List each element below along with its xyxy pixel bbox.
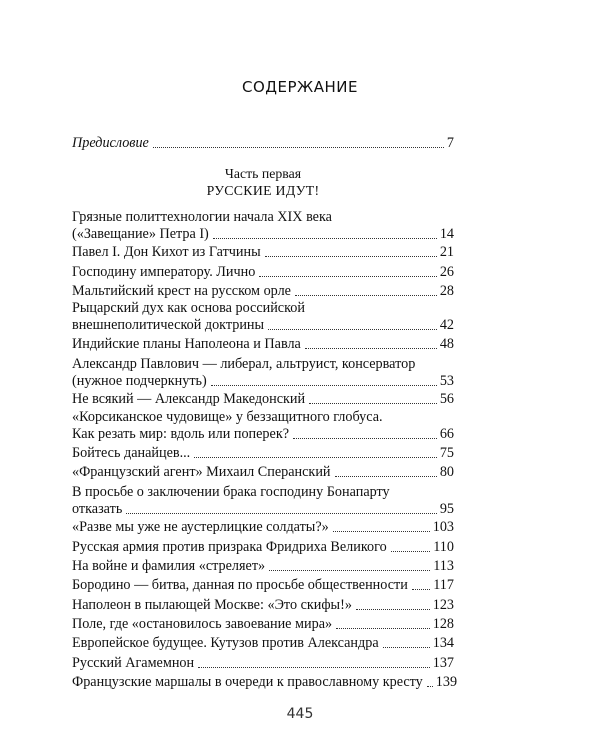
toc-entry [72, 263, 454, 281]
toc-entry-page: 42 [439, 317, 454, 333]
toc-entry-label: внешнеполитической доктрины [72, 317, 265, 333]
toc-entry-label: Предисловие [72, 135, 149, 151]
toc-entry-page: 7 [446, 135, 454, 151]
toc-entry-page: 21 [439, 244, 454, 260]
toc-entry-page: 26 [439, 264, 454, 280]
toc-entry [72, 673, 458, 691]
toc-entry-page: 137 [432, 655, 454, 671]
toc-entry-page: 66 [439, 426, 454, 442]
dot-leader [427, 684, 433, 687]
toc-entry-label: («Завещание» Петра I) [72, 226, 209, 242]
toc-entry [72, 634, 454, 652]
dot-leader [194, 455, 437, 458]
toc-entry-label: отказать [72, 501, 123, 517]
toc-entry-line: Александр Павлович — либерал, альтруист, консерватор [72, 356, 416, 372]
toc-entry-label: (нужное подчеркнуть) [72, 373, 207, 389]
toc-entry [72, 225, 454, 243]
table-of-contents [72, 0, 458, 750]
toc-entry-label: Мальтийский крест на русском орле [72, 283, 291, 299]
toc-entry [72, 425, 454, 443]
toc-entry-page: 95 [439, 501, 454, 517]
dot-leader [305, 346, 437, 349]
toc-entry-page: 80 [439, 464, 454, 480]
toc-entry-page: 103 [432, 519, 454, 535]
toc-entry-label: «Французский агент» Михаил Сперанский [72, 464, 331, 480]
dot-leader [383, 645, 430, 648]
toc-entry [72, 282, 454, 300]
toc-entry-label: Как резать мир: вдоль или поперек? [72, 426, 290, 442]
dot-leader [295, 293, 437, 296]
toc-entry-line: В просьбе о заключении брака господину Бонапарту [72, 484, 390, 500]
toc-entry [72, 596, 454, 614]
toc-entry [72, 518, 454, 536]
dot-leader [336, 626, 430, 629]
dot-leader [391, 549, 431, 552]
page-number: 445 [286, 706, 314, 722]
dot-leader [335, 474, 437, 477]
toc-entry-page: 139 [435, 674, 458, 690]
toc-entry-line: Рыцарский дух как основа российской [72, 300, 305, 316]
toc-entry-label: Бойтесь данайцев... [72, 445, 191, 461]
toc-entry-label: Русская армия против призрака Фридриха Великого [72, 539, 387, 555]
toc-entry [72, 500, 454, 518]
toc-entry-label: Французские маршалы в очереди к православному кресту [72, 674, 423, 690]
toc-entry [72, 372, 454, 390]
toc-entry-label: Русский Агамемнон [72, 655, 195, 671]
dot-leader [126, 511, 437, 514]
part-title: РУССКИЕ ИДУТ! [206, 183, 320, 198]
dot-leader [259, 274, 436, 277]
dot-leader [268, 327, 437, 330]
toc-entry [72, 557, 454, 575]
toc-entry [72, 576, 454, 594]
toc-entry-page: 75 [439, 445, 454, 461]
dot-leader [309, 401, 437, 404]
toc-entry [72, 538, 454, 556]
part-number: Часть первая [224, 166, 302, 181]
dot-leader [333, 529, 430, 532]
toc-entry [72, 335, 454, 353]
toc-entry-page: 117 [433, 577, 454, 593]
dot-leader [153, 145, 444, 148]
toc-entry-preface [72, 134, 454, 152]
dot-leader [356, 607, 430, 610]
toc-entry-page: 123 [432, 597, 454, 613]
toc-entry-label: Поле, где «остановилось завоевание мира» [72, 616, 333, 632]
dot-leader [412, 587, 430, 590]
toc-entry-label: «Разве мы уже не аустерлицкие солдаты?» [72, 519, 329, 535]
dot-leader [198, 665, 430, 668]
dot-leader [269, 568, 430, 571]
toc-entry-page: 53 [439, 373, 454, 389]
toc-entry-label: Наполеон в пылающей Москве: «Это скифы!» [72, 597, 352, 613]
toc-entry-label: Индийские планы Наполеона и Павла [72, 336, 301, 352]
toc-entry-label: На войне и фамилия «стреляет» [72, 558, 266, 574]
page-title: СОДЕРЖАНИЕ [242, 78, 358, 96]
toc-entry [72, 444, 454, 462]
toc-entry [72, 390, 454, 408]
dot-leader [265, 254, 437, 257]
toc-entry-page: 56 [439, 391, 454, 407]
toc-entry [72, 243, 454, 261]
toc-entry-page: 113 [433, 558, 454, 574]
toc-entry-label: Бородино — битва, данная по просьбе общественности [72, 577, 408, 593]
toc-entry-page: 48 [439, 336, 454, 352]
toc-entry-page: 134 [432, 635, 454, 651]
toc-entry [72, 463, 454, 481]
dot-leader [293, 436, 437, 439]
toc-entry [72, 615, 454, 633]
toc-entry-label: Господину императору. Лично [72, 264, 256, 280]
toc-entry-page: 14 [439, 226, 454, 242]
toc-entry-label: Не всякий — Александр Македонский [72, 391, 306, 407]
dot-leader [211, 383, 437, 386]
toc-entry-line: «Корсиканское чудовище» у беззащитного глобуса. [72, 409, 383, 425]
toc-entry-line: Грязные политтехнологии начала XIX века [72, 209, 332, 225]
toc-entry-label: Павел I. Дон Кихот из Гатчины [72, 244, 261, 260]
toc-entry [72, 654, 454, 672]
toc-entry-page: 28 [439, 283, 454, 299]
dot-leader [213, 236, 437, 239]
toc-entry [72, 316, 454, 334]
toc-entry-label: Европейское будущее. Кутузов против Александра [72, 635, 379, 651]
toc-entry-page: 128 [432, 616, 454, 632]
toc-entry-page: 110 [433, 539, 454, 555]
